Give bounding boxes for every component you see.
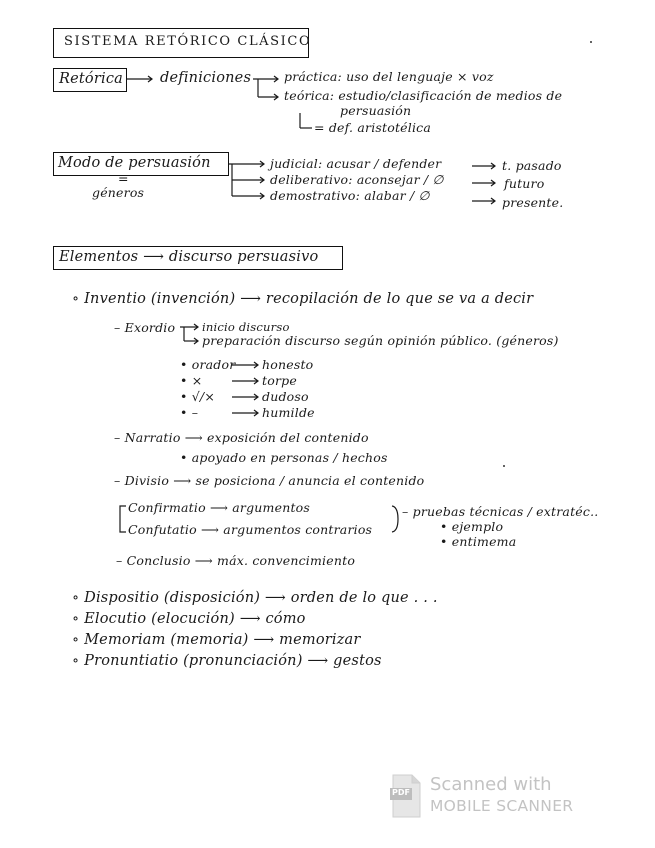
divisio-text: – Divisio ⟶ se posiciona / anuncia el contenido — [114, 473, 425, 488]
elementos-title: Elementos ⟶ discurso persuasivo — [59, 249, 319, 265]
teorica-text: teórica: estudio/clasificación de medios de — [284, 88, 563, 103]
scan-dot — [590, 41, 592, 43]
narratio-sub-text: • apoyado en personas / hechos — [180, 450, 388, 465]
demostrativo-text: demostrativo: alabar / ∅ — [270, 188, 430, 203]
inventio-text: ∘ Inventio (invención) ⟶ recopilación de lo que se va a decir — [72, 291, 534, 307]
memoriam-text: ∘ Memoriam (memoria) ⟶ memorizar — [72, 632, 361, 648]
pruebas-text: – pruebas técnicas / extratéc.. — [402, 504, 599, 519]
entimema-text: • entimema — [440, 534, 517, 549]
deliberativo-text: deliberativo: aconsejar / ∅ — [270, 172, 444, 187]
teorica-cont-text: persuasión — [340, 103, 412, 118]
retorica-label: Retórica — [59, 71, 123, 87]
scan-dot — [503, 465, 505, 467]
ejemplo-text: • ejemplo — [440, 519, 504, 534]
watermark-badge: PDF — [392, 788, 410, 797]
aristotelica-text: = def. aristotélica — [314, 120, 432, 135]
narratio-text: – Narratio ⟶ exposición del contenido — [114, 430, 369, 445]
modo-label: Modo de persuasión — [58, 155, 211, 171]
page-title: SISTEMA RETÓRICO CLÁSICO — [64, 34, 312, 49]
pasado-text: t. pasado — [502, 158, 562, 173]
generos-label: géneros — [92, 185, 145, 200]
confutatio-text: Confutatio ⟶ argumentos contrarios — [128, 522, 373, 537]
type-value-1: torpe — [262, 373, 297, 388]
type-mark-2: • √/× — [180, 389, 215, 404]
presente-text: presente. — [502, 195, 564, 210]
type-value-2: dudoso — [262, 389, 309, 404]
type-mark-1: • × — [180, 373, 203, 388]
exordio-item-1: inicio discurso — [202, 320, 290, 334]
practica-text: práctica: uso del lenguaje × voz — [284, 69, 494, 84]
elocutio-text: ∘ Elocutio (elocución) ⟶ cómo — [72, 611, 306, 627]
exordio-item-2: preparación discurso según opinión público. (géneros) — [202, 333, 559, 348]
watermark-line1: Scanned with — [430, 774, 552, 795]
type-mark-3: • – — [180, 405, 199, 420]
futuro-text: futuro — [504, 176, 545, 191]
scanner-watermark — [390, 772, 600, 822]
exordio-label: – Exordio — [114, 320, 176, 335]
modo-equals: = — [118, 171, 129, 186]
conclusio-text: – Conclusio ⟶ máx. convencimiento — [116, 553, 356, 568]
dispositio-text: ∘ Dispositio (disposición) ⟶ orden de lo que . . . — [72, 590, 438, 606]
watermark-line2: MOBILE SCANNER — [430, 797, 574, 815]
judicial-text: judicial: acusar / defender — [270, 156, 442, 171]
definiciones-label: definiciones — [160, 70, 252, 86]
type-value-0: honesto — [262, 357, 314, 372]
confirmatio-text: Confirmatio ⟶ argumentos — [128, 500, 311, 515]
pronuntiatio-text: ∘ Pronuntiatio (pronunciación) ⟶ gestos — [72, 653, 382, 669]
type-mark-0: • orador — [180, 357, 236, 372]
type-value-3: humilde — [262, 405, 315, 420]
